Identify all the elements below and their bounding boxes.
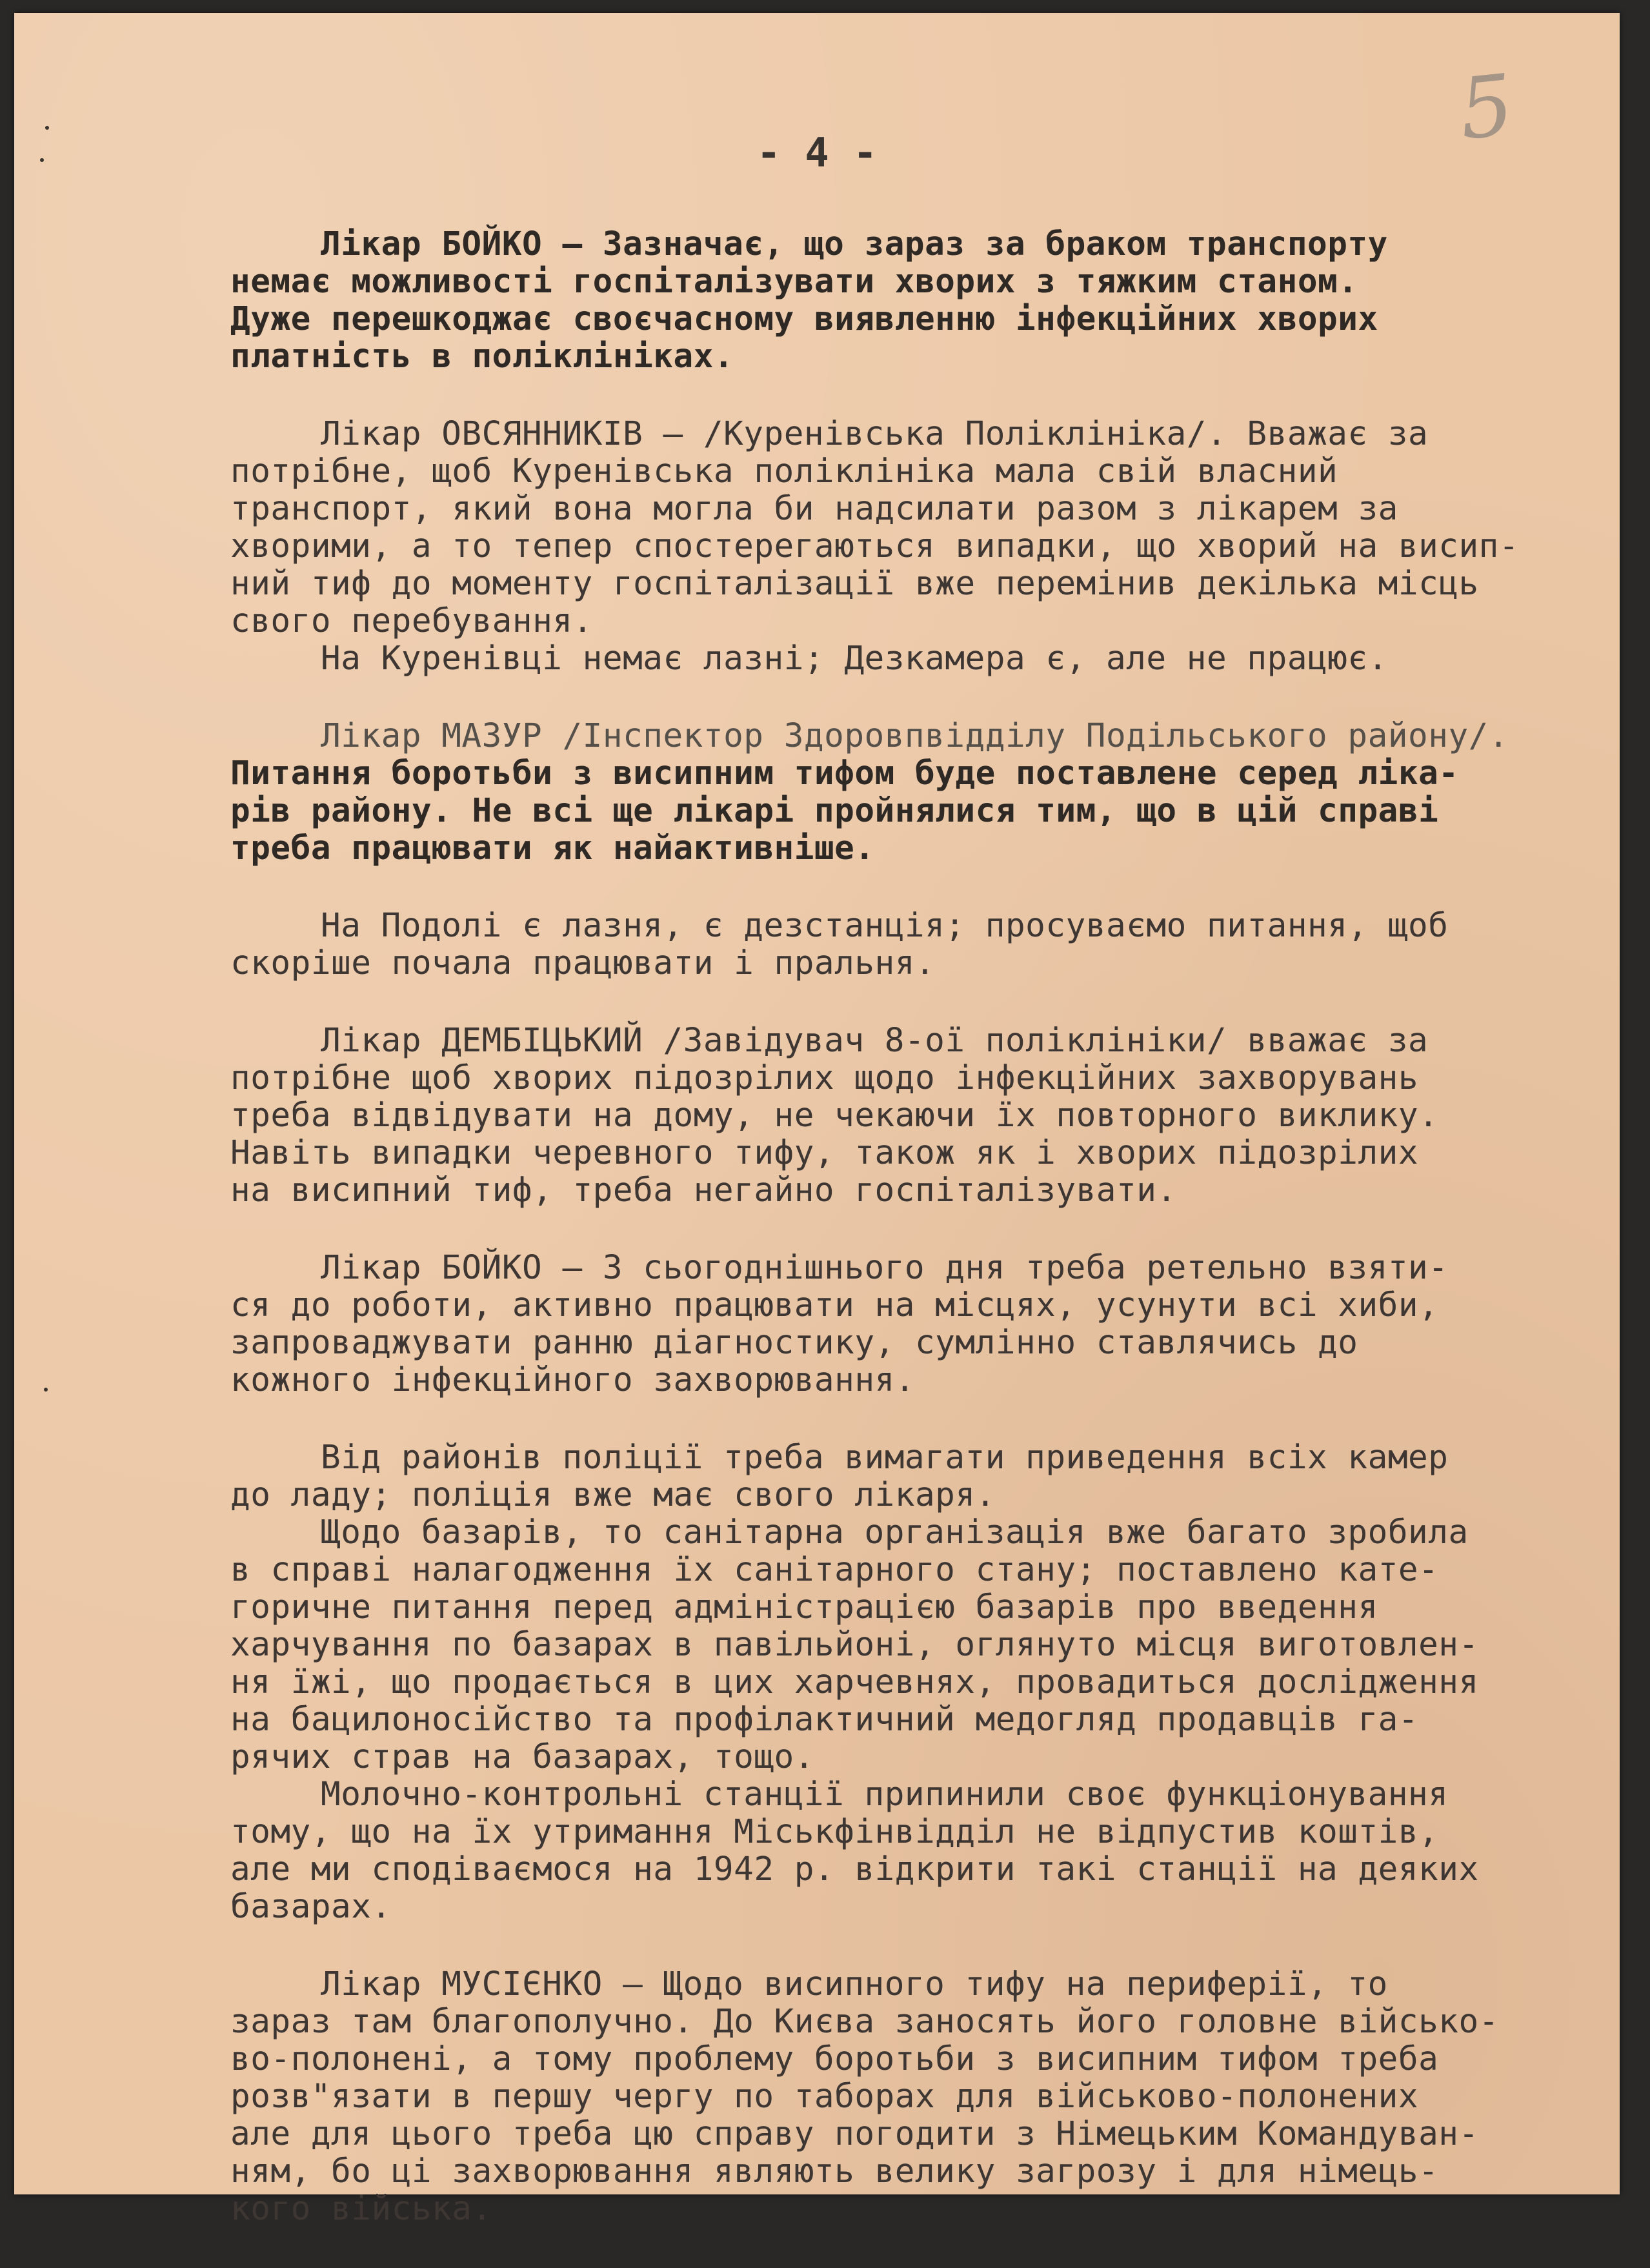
- text-line: потрібне, щоб Куренівська поліклініка мала свій власний: [230, 452, 1338, 491]
- text-line: потрібне щоб хворих підозрілих щодо інфекційних захворувань: [230, 1059, 1419, 1097]
- text-line: Лікар МУСІЄНКО – Щодо висипного тифу на периферії, то: [321, 1965, 1388, 2003]
- text-line: Молочно-контрольні станції припинили своє функціонування: [321, 1776, 1449, 1814]
- text-line: транспорт, який вона могла би надсилати разом з лікарем за: [230, 490, 1398, 528]
- paragraph-podil-bath: [230, 907, 1585, 982]
- text-line: Лікар ДЕМБІЦЬКИЙ /Завідувач 8-ої поліклініки/ вважає за: [321, 1022, 1429, 1060]
- paragraph-police: [230, 1439, 1585, 1514]
- text-line: Лікар БОЙКО – Зазначає, що зараз за браком транспорту: [321, 225, 1388, 263]
- text-line: в справі налагодження їх санітарного стану; поставлено кате-: [230, 1551, 1439, 1589]
- paragraph-boyko-2: [230, 1250, 1585, 1399]
- text-line: платність в поліклініках.: [230, 338, 734, 376]
- paragraph-milk-stations: [230, 1776, 1585, 1926]
- text-line: Дуже перешкоджає своєчасному виявленню інфекційних хворих: [230, 300, 1378, 338]
- paragraph-mazur: [230, 718, 1585, 867]
- text-line: запроваджувати ранню діагностику, сумлінно ставлячись до: [230, 1324, 1358, 1362]
- page-number: - 4 -: [756, 129, 878, 176]
- text-line: кого війська.: [230, 2190, 492, 2228]
- text-line: на висипний тиф, треба негайно госпіталізувати.: [230, 1171, 1177, 1210]
- text-line: розв"язати в першу чергу по таборах для військово-полонених: [230, 2078, 1419, 2116]
- text-line: ся до роботи, активно працювати на місцях, усунути всі хиби,: [230, 1286, 1439, 1324]
- text-line: Навіть випадки черевного тифу, також як і хворих підозрілих: [230, 1134, 1419, 1172]
- text-line: але для цього треба цю справу погодити з Німецьким Командуван-: [230, 2115, 1479, 2153]
- text-line: до ладу; поліція вже має свого лікаря.: [230, 1476, 996, 1514]
- text-line: Щодо базарів, то санітарна організація вже багато зробила: [321, 1514, 1469, 1552]
- text-line: але ми сподіваємося на 1942 р. відкрити такі станції на деяких: [230, 1850, 1479, 1888]
- text-line: Лікар МАЗУР /Інспектор Здоровпвідділу Подільського району/.: [321, 717, 1509, 755]
- text-line: ня їжі, що продається в цих харчевнях, провадиться дослідження: [230, 1663, 1479, 1701]
- text-line: немає можливості госпіталізувати хворих з тяжким станом.: [230, 263, 1358, 301]
- document-body: [230, 226, 1585, 2268]
- text-line: зараз там благополучно. До Києва заносять його головне військо-: [230, 2003, 1499, 2041]
- text-line: Питання боротьби з висипним тифом буде поставлене серед ліка-: [230, 754, 1459, 793]
- text-line: свого перебування.: [230, 602, 593, 640]
- paragraph-ovsiannykiv: [230, 416, 1585, 640]
- archive-page-number: 5: [1454, 56, 1518, 159]
- text-line: На Куренівці немає лазні; Дезкамера є, але не працює.: [321, 640, 1388, 678]
- text-line: кожного інфекційного захворювання.: [230, 1361, 915, 1399]
- text-line: Лікар БОЙКО – З сьогоднішнього дня треба ретельно взяти-: [321, 1249, 1449, 1287]
- paper-speck: [44, 1388, 48, 1392]
- text-line: харчування по базарах в павільйоні, оглянуто місця виготовлен-: [230, 1626, 1479, 1664]
- text-line: во-полонені, а тому проблему боротьби з висипним тифом треба: [230, 2040, 1439, 2078]
- text-line: треба відвідувати на дому, не чекаючи їх повторного виклику.: [230, 1097, 1439, 1135]
- text-line: горичне питання перед адміністрацією базарів про введення: [230, 1588, 1378, 1626]
- text-line: Від районів поліції треба вимагати приведення всіх камер: [321, 1439, 1449, 1477]
- paragraph-dembitskyi: [230, 1022, 1585, 1210]
- text-line: на бацилоносійство та профілактичний медогляд продавців га-: [230, 1701, 1419, 1739]
- text-line: треба працювати як найактивніше.: [230, 829, 875, 867]
- paragraph-kurenivka-bath: [230, 640, 1585, 678]
- text-line: скоріше почала працювати і пральня.: [230, 944, 936, 982]
- text-line: хворими, а то тепер спостерегаються випадки, що хворий на висип-: [230, 527, 1520, 565]
- document-page: [14, 13, 1620, 2228]
- text-line: ний тиф до моменту госпіталізації вже перемінив декілька місць: [230, 565, 1479, 603]
- text-line: тому, що на їх утримання Міськфінвідділ не відпустив коштів,: [230, 1813, 1439, 1851]
- paragraph-boyko-1: [230, 226, 1585, 376]
- paragraph-musiienko: [230, 1966, 1585, 2228]
- text-line: рів району. Не всі ще лікарі пройнялися тим, що в цій справі: [230, 792, 1439, 830]
- text-line: Лікар ОВСЯННИКІВ – /Куренівська Поліклініка/. Вважає за: [321, 415, 1429, 453]
- text-line: На Подолі є лазня, є дезстанція; просуваємо питання, щоб: [321, 907, 1449, 945]
- text-line: рячих страв на базарах, тощо.: [230, 1738, 814, 1776]
- text-line: ням, бо ці захворювання являють велику загрозу і для німець-: [230, 2152, 1439, 2191]
- text-line: базарах.: [230, 1888, 392, 1926]
- paragraph-bazaars: [230, 1514, 1585, 1776]
